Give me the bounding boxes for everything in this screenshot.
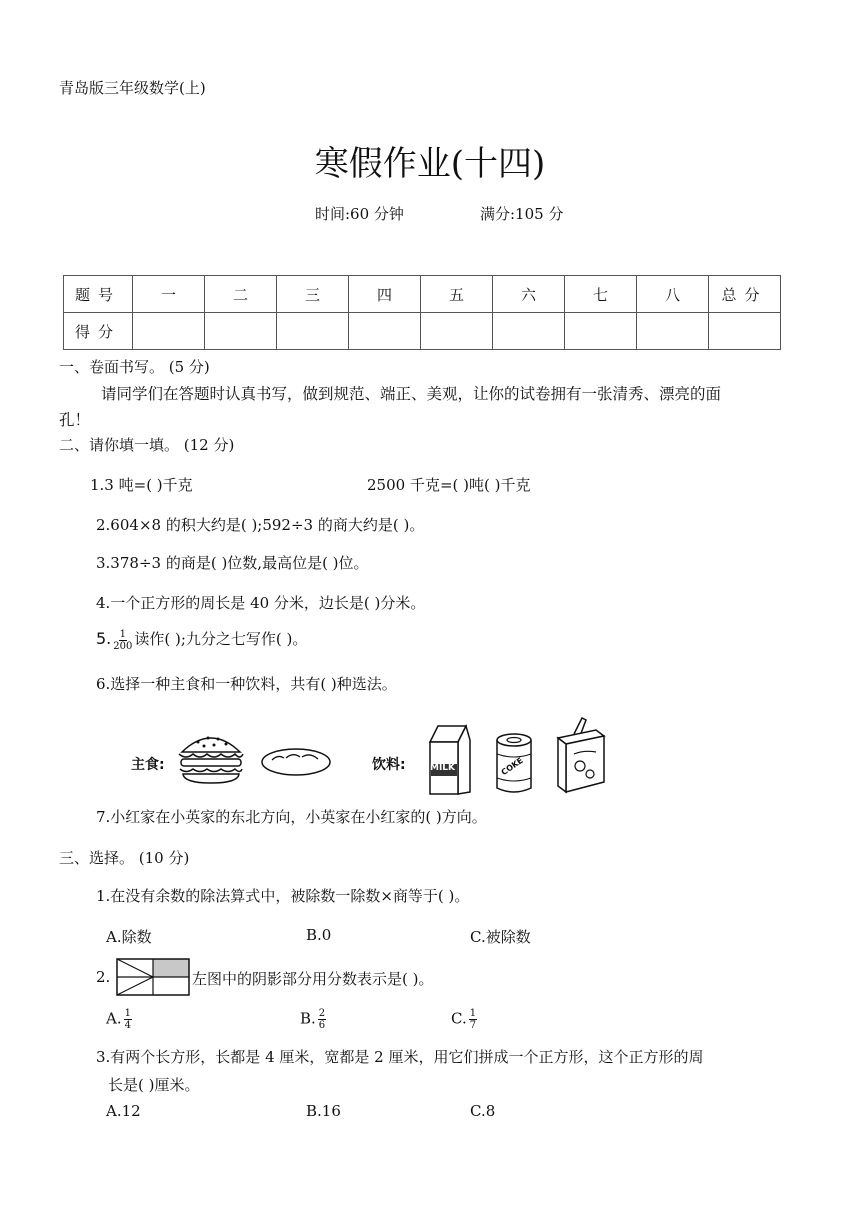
column-header: 七 bbox=[565, 276, 637, 313]
question-3-3-line2: 长是( )厘米。 bbox=[108, 1076, 200, 1094]
question-2-5-text: 读作( );九分之七写作( )。 bbox=[134, 630, 308, 648]
question-2-7: 7.小红家在小英家的东北方向，小英家在小红家的( )方向。 bbox=[96, 808, 487, 826]
column-header: 八 bbox=[637, 276, 709, 313]
drink-label: 饮料: bbox=[372, 757, 406, 773]
full-score: 满分:105 分 bbox=[480, 205, 564, 223]
fraction bbox=[469, 1008, 477, 1031]
question-2-1a: 1.3 吨=( )千克 bbox=[90, 476, 193, 494]
option-c[interactable] bbox=[451, 1008, 479, 1031]
column-header: 四 bbox=[349, 276, 421, 313]
option-c[interactable]: C.被除数 bbox=[470, 928, 531, 946]
juice-box-icon bbox=[552, 716, 610, 796]
row-label-number: 题号 bbox=[64, 276, 133, 313]
fraction-numerator: 1 bbox=[119, 628, 126, 640]
option-a[interactable]: A.12 bbox=[106, 1102, 141, 1120]
option-a[interactable]: A.除数 bbox=[106, 928, 152, 946]
score-table bbox=[63, 275, 781, 350]
score-cell[interactable] bbox=[421, 313, 493, 350]
score-cell[interactable] bbox=[349, 313, 421, 350]
burger-icon bbox=[176, 730, 246, 786]
question-number: 5. bbox=[96, 629, 112, 648]
fraction-denominator: 6 bbox=[318, 1020, 326, 1031]
question-2-4: 4.一个正方形的周长是 40 分米，边长是( )分米。 bbox=[96, 594, 426, 612]
option-b[interactable]: B.0 bbox=[306, 926, 332, 944]
coke-label: COKE bbox=[499, 755, 525, 778]
question-2-5 bbox=[96, 628, 307, 652]
column-header: 一 bbox=[133, 276, 205, 313]
score-cell[interactable] bbox=[277, 313, 349, 350]
section2-heading: 二、请你填一填。 (12 分) bbox=[59, 436, 235, 454]
section3-heading: 三、选择。 (10 分) bbox=[59, 849, 190, 867]
section1-heading: 一、卷面书写。 (5 分) bbox=[59, 358, 210, 376]
fraction bbox=[318, 1008, 326, 1031]
question-3-3-line1: 3.有两个长方形，长都是 4 厘米，宽都是 2 厘米，用它们拼成一个正方形，这个正方形的周 bbox=[96, 1048, 704, 1066]
shaded-rectangle-figure bbox=[116, 958, 190, 996]
fraction-denominator: 4 bbox=[124, 1020, 131, 1031]
question-2-1b: 2500 千克=( )吨( )千克 bbox=[367, 476, 531, 494]
staple-label: 主食: bbox=[131, 757, 165, 773]
option-b[interactable] bbox=[300, 1008, 328, 1031]
fraction-numerator: 1 bbox=[469, 1008, 477, 1019]
option-c[interactable]: C.8 bbox=[470, 1102, 496, 1120]
column-header: 五 bbox=[421, 276, 493, 313]
series-label: 青岛版三年级数学(上) bbox=[59, 79, 206, 97]
row-label-score: 得分 bbox=[64, 313, 133, 350]
question-3-2-number: 2. bbox=[96, 968, 111, 986]
milk-carton-icon bbox=[426, 722, 472, 796]
question-2-3: 3.378÷3 的商是( )位数,最高位是( )位。 bbox=[96, 554, 369, 572]
score-cell[interactable] bbox=[205, 313, 277, 350]
score-cell[interactable] bbox=[637, 313, 709, 350]
option-a[interactable] bbox=[106, 1008, 134, 1031]
milk-label: MILK bbox=[430, 763, 456, 773]
option-b[interactable]: B.16 bbox=[306, 1102, 341, 1120]
fraction-1-200 bbox=[113, 629, 132, 652]
page-title: 寒假作业(十四) bbox=[314, 144, 546, 184]
option-letter: B. bbox=[300, 1009, 316, 1028]
fraction-numerator: 1 bbox=[124, 1008, 131, 1019]
option-letter: A. bbox=[106, 1009, 122, 1028]
column-header: 六 bbox=[493, 276, 565, 313]
section1-text-line2: 孔！ bbox=[59, 411, 91, 429]
fraction-denominator: 200 bbox=[113, 640, 133, 652]
question-3-2-text: 左图中的阴影部分用分数表示是( )。 bbox=[192, 970, 434, 988]
question-2-2: 2.604×8 的积大约是( );592÷3 的商大约是( )。 bbox=[96, 516, 425, 534]
score-cell[interactable] bbox=[493, 313, 565, 350]
column-header: 二 bbox=[205, 276, 277, 313]
fraction-numerator: 2 bbox=[318, 1008, 326, 1019]
score-cell-total[interactable] bbox=[709, 313, 781, 350]
fraction bbox=[124, 1008, 132, 1031]
bread-icon bbox=[260, 746, 332, 778]
option-letter: C. bbox=[451, 1009, 467, 1028]
score-cell[interactable] bbox=[133, 313, 205, 350]
time-limit: 时间:60 分钟 bbox=[315, 205, 404, 223]
score-cell[interactable] bbox=[565, 313, 637, 350]
column-header: 三 bbox=[277, 276, 349, 313]
section1-text-line1: 请同学们在答题时认真书写，做到规范、端正、美观，让你的试卷拥有一张清秀、漂亮的面 bbox=[101, 385, 722, 403]
fraction-denominator: 7 bbox=[469, 1020, 477, 1031]
question-2-6: 6.选择一种主食和一种饮料，共有( )种选法。 bbox=[96, 675, 397, 693]
question-3-1: 1.在没有余数的除法算式中，被除数一除数×商等于( )。 bbox=[96, 887, 470, 905]
column-header-total: 总分 bbox=[709, 276, 781, 313]
